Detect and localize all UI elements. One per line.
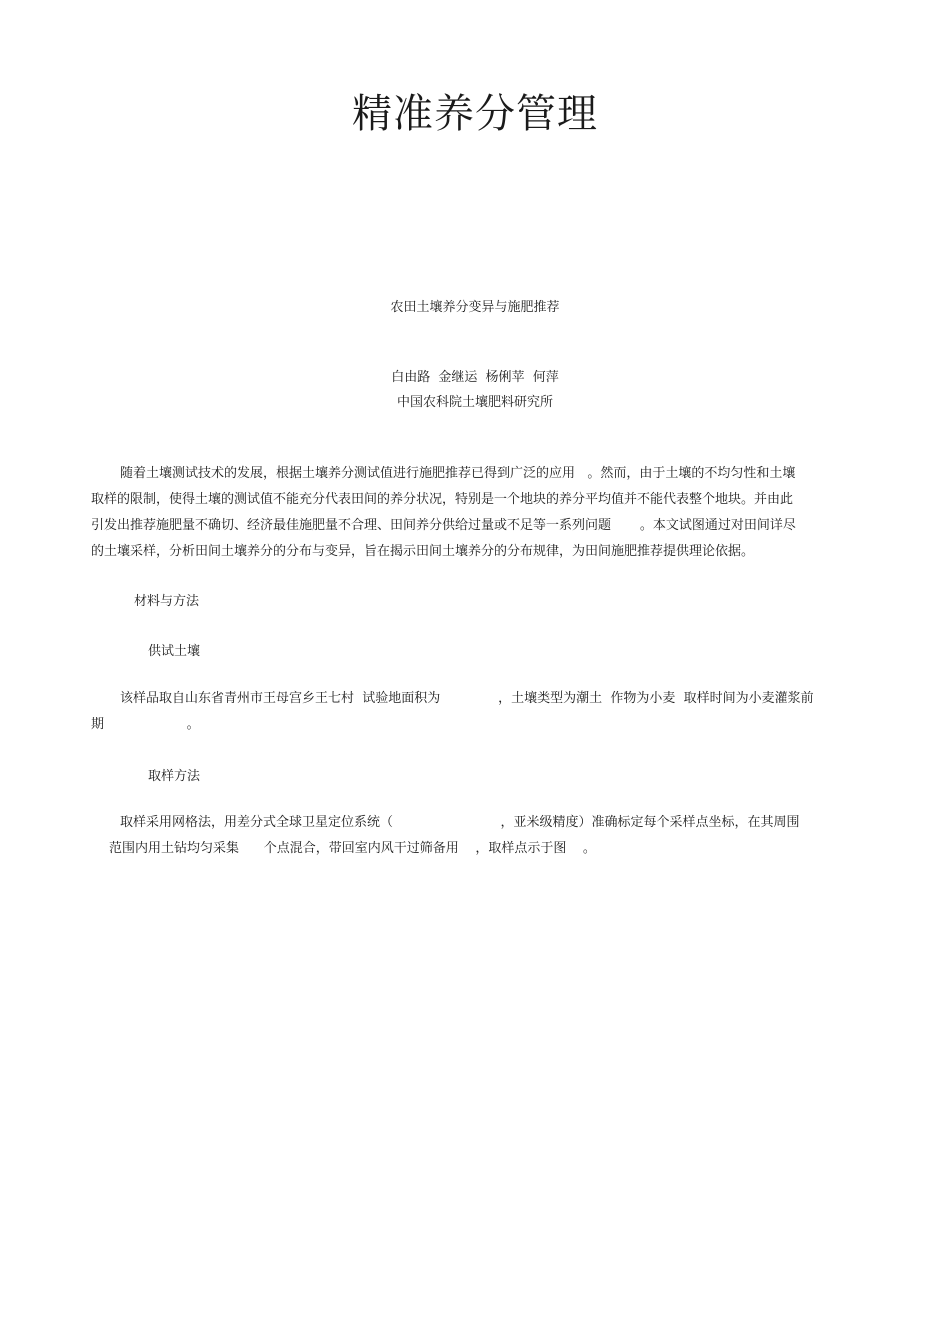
section-heading-materials: 材料与方法: [134, 594, 200, 609]
intro-line-2: 取样的限制，使得土壤的测试值不能充分代表田间的养分状况，特别是一个地块的养分平均值并不能代表整个地块。并由此: [91, 492, 794, 507]
soil-line-2: 期 。: [91, 717, 200, 732]
authors: 白由路 金继运 杨俐苹 何萍: [391, 370, 559, 385]
affiliation: 中国农科院土壤肥料研究所: [396, 395, 553, 410]
page-title: 精准养分管理: [352, 91, 598, 137]
section-heading-soil: 供试土壤: [148, 644, 201, 659]
intro-line-3: 引发出推荐施肥量不确切、经济最佳施肥量不合理、田间养分供给过量或不足等一系列问题 。本文试图通过对田间详尽: [91, 518, 796, 533]
soil-paragraph: [91, 686, 861, 738]
sampling-line-1: 取样采用网格法，用差分式全球卫星定位系统（ ，亚米级精度）准确标定每个采样点坐标，在其周围: [120, 815, 800, 830]
paper-subtitle: 农田土壤养分变异与施肥推荐: [390, 300, 560, 315]
section-heading-sampling: 取样方法: [148, 769, 201, 784]
intro-line-1: 随着土壤测试技术的发展，根据土壤养分测试值进行施肥推荐已得到广泛的应用 。然而，由于土壤的不均匀性和土壤: [120, 466, 796, 481]
soil-line-1: 该样品取自山东省青州市王母宫乡王七村 试验地面积为 ，土壤类型为潮土 作物为小麦 取样时间为小麦灌浆前: [120, 691, 814, 706]
sampling-line-2: 范围内用土钻均匀采集 个点混合，带回室内风干过筛备用 ，取样点示于图 。: [109, 841, 596, 856]
sampling-paragraph: [91, 810, 861, 862]
intro-paragraph: [91, 461, 861, 565]
intro-line-4: 的土壤采样，分析田间土壤养分的分布与变异，旨在揭示田间土壤养分的分布规律，为田间施肥推荐提供理论依据。: [91, 544, 755, 559]
